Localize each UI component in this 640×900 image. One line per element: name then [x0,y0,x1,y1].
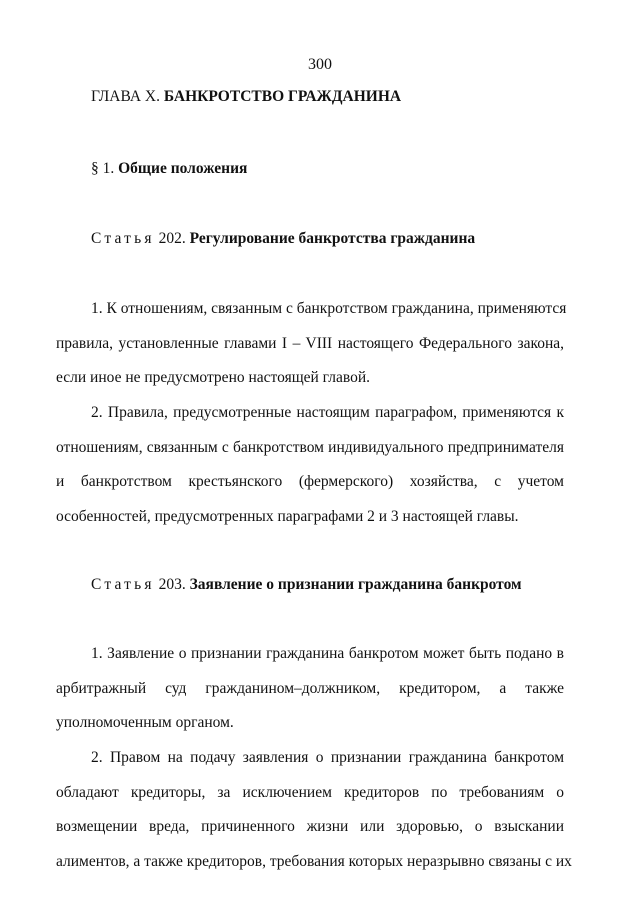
paragraph-line: 1. Заявление о признании гражданина банкротом может быть подано в [91,645,564,662]
paragraph-line: особенностей, предусмотренных параграфами 2 и 3 настоящей главы. [56,507,519,525]
article-202-paragraph-1 [56,292,567,396]
article-202-paragraph-2 [56,396,564,534]
article-202-heading [91,230,475,248]
chapter-prefix: ГЛАВА X. [91,88,164,105]
section-heading [91,160,247,178]
article-number: 203. [154,576,190,593]
article-203-heading [91,576,522,594]
article-number: 202. [154,230,190,247]
paragraph-line: правила, установленные главами I – VIII настоящего Федерального закона, [56,334,564,352]
article-title: Заявление о признании гражданина банкротом [189,576,522,593]
page-number: 300 [308,56,332,73]
section-title: Общие положения [118,160,248,177]
paragraph-line: отношениям, связанным с банкротством индивидуального предпринимателя [56,438,564,456]
section-prefix: § 1. [91,160,119,177]
paragraph-line: если иное не предусмотрено настоящей главой. [56,369,370,386]
paragraph-line: 2. Правом на подачу заявления о признании гражданина банкротом [91,749,564,766]
article-203-paragraph-1 [56,637,564,741]
paragraph-line: и банкротством крестьянского (фермерского) хозяйства, с учетом [56,473,564,490]
paragraph-line: уполномоченным органом. [56,714,234,731]
paragraph-line: арбитражный суд гражданином–должником, кредитором, а также [56,679,564,697]
chapter-heading [91,88,401,106]
article-203-paragraph-2 [56,741,572,879]
article-word: Статья [91,576,155,593]
paragraph-line: возмещении вреда, причиненного жизни или здоровью, о взыскании [56,818,564,835]
article-title: Регулирование банкротства гражданина [189,230,476,247]
paragraph-line: алиментов, а также кредиторов, требования которых неразрывно связаны с их [56,852,572,870]
paragraph-line: обладают кредиторы, за исключением кредиторов по требованиям о [56,783,564,801]
paragraph-line: 2. Правила, предусмотренные настоящим параграфом, применяются к [91,404,564,421]
chapter-title: БАНКРОТСТВО ГРАЖДАНИНА [163,88,402,105]
article-word: Статья [91,230,155,247]
paragraph-line: 1. К отношениям, связанным с банкротством гражданина, применяются [91,300,567,317]
